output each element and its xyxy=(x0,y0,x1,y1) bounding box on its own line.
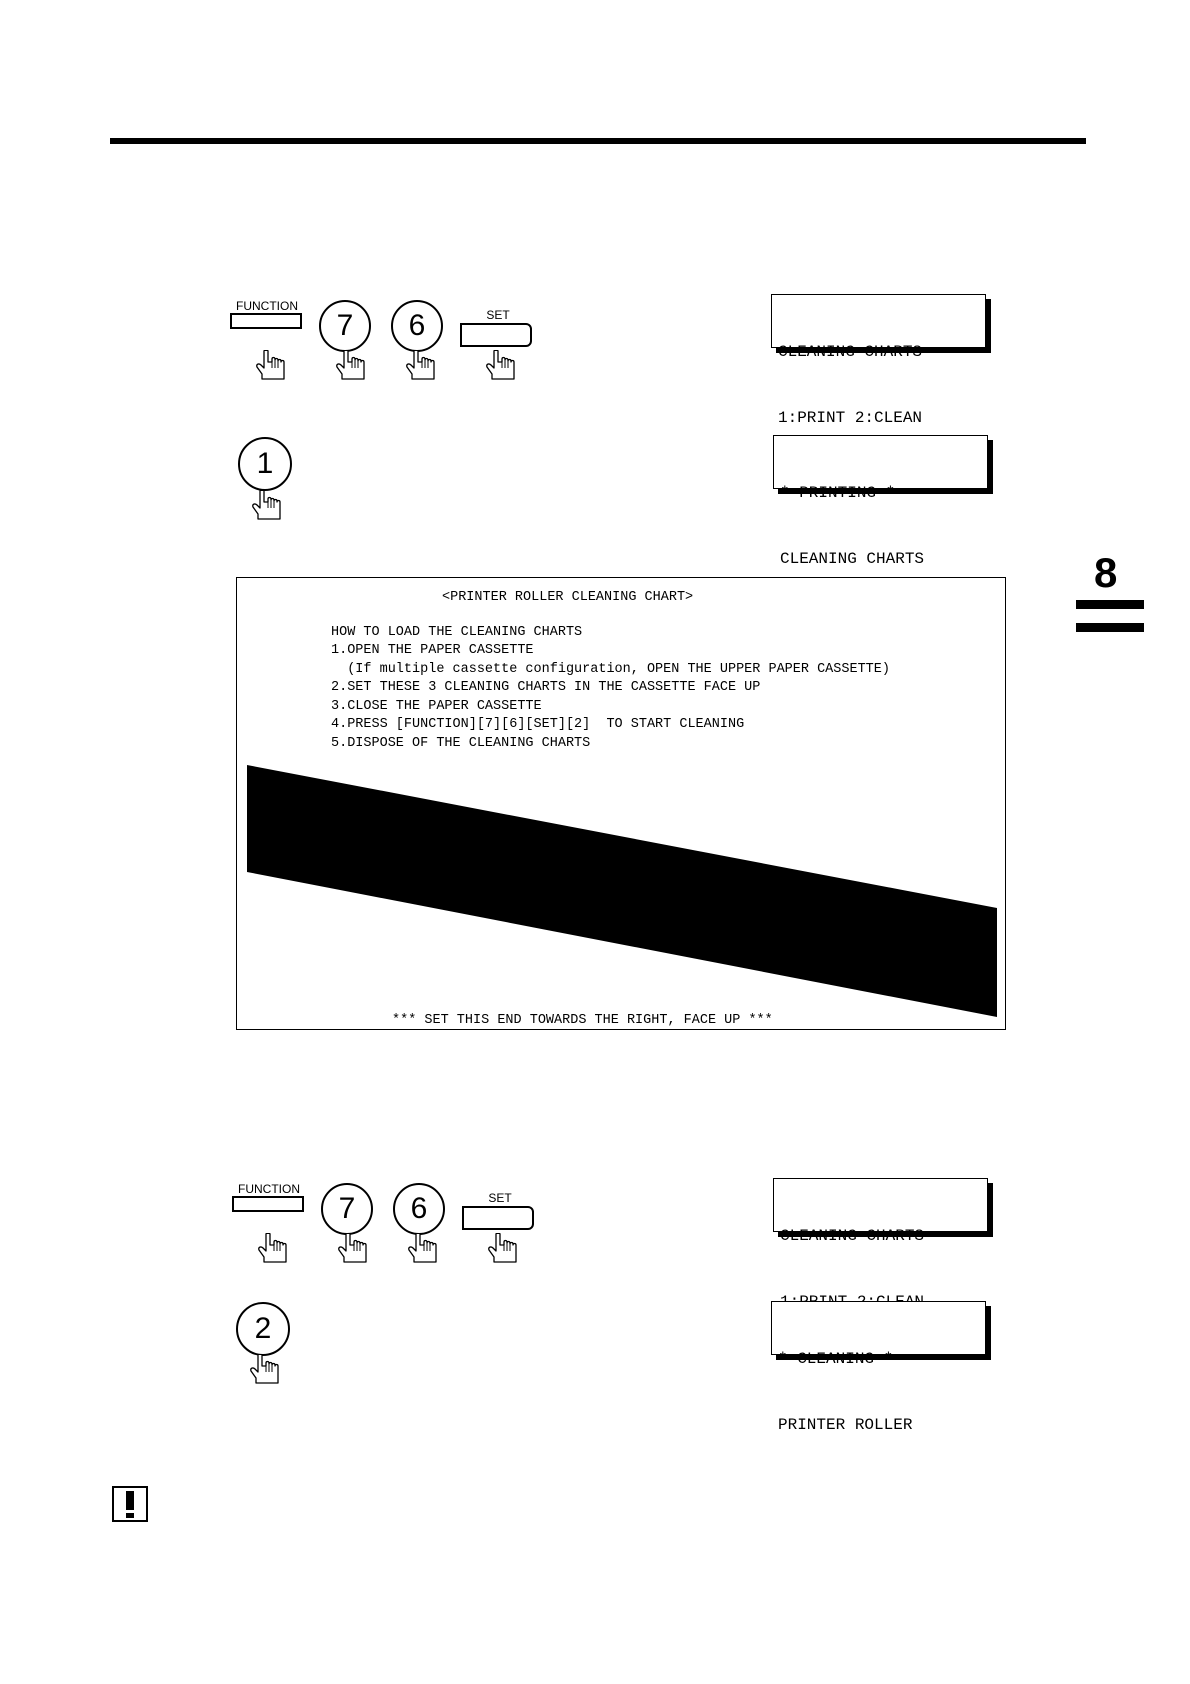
digit-6-key[interactable]: 6 xyxy=(393,1183,445,1235)
lcd-line2: 1:PRINT 2:CLEAN xyxy=(778,409,923,427)
chart-heading: HOW TO LOAD THE CLEANING CHARTS xyxy=(331,625,583,640)
function-key[interactable] xyxy=(232,1183,306,1212)
exclamation-icon xyxy=(112,1486,148,1522)
digit-2-key[interactable]: 2 xyxy=(236,1302,290,1356)
function-key-label: FUNCTION xyxy=(236,299,298,313)
lcd-display-step4 xyxy=(771,1301,986,1434)
lcd-display-step3 xyxy=(773,1178,988,1245)
chapter-tab-bar xyxy=(1076,600,1144,609)
chart-step: 1.OPEN THE PAPER CASSETTE xyxy=(331,643,534,658)
hand-press-icon xyxy=(250,350,290,380)
function-key[interactable] xyxy=(230,300,304,329)
set-key[interactable] xyxy=(460,309,536,347)
hand-press-icon xyxy=(480,350,520,380)
set-key[interactable] xyxy=(462,1192,538,1230)
function-key-label: FUNCTION xyxy=(238,1182,300,1196)
chart-footer: *** SET THIS END TOWARDS THE RIGHT, FACE UP *** xyxy=(392,1013,773,1028)
step1-keys xyxy=(230,300,540,380)
hand-press-icon xyxy=(330,350,370,380)
chart-step: (If multiple cassette configuration, OPEN THE UPPER PAPER CASSETTE) xyxy=(331,662,890,677)
function-key-body[interactable] xyxy=(232,1196,304,1212)
digit-7-key[interactable]: 7 xyxy=(319,300,371,352)
lcd-line1: * CLEANING * xyxy=(778,1350,894,1368)
set-key-body[interactable] xyxy=(460,323,532,347)
digit-7-key[interactable]: 7 xyxy=(321,1183,373,1235)
lcd-display-step1 xyxy=(771,294,986,427)
hand-press-icon xyxy=(252,1233,292,1263)
hand-press-icon xyxy=(244,1354,284,1384)
set-key-label: SET xyxy=(488,1191,512,1205)
chart-step: 3.CLOSE THE PAPER CASSETTE xyxy=(331,699,542,714)
top-rule xyxy=(110,138,1086,144)
lcd-line1: CLEANING CHARTS xyxy=(780,1227,925,1245)
chart-step: 4.PRESS [FUNCTION][7][6][SET][2] TO START CLEANING xyxy=(331,717,745,732)
cleaning-chart xyxy=(236,577,1006,1030)
lcd-line2: PRINTER ROLLER xyxy=(778,1416,913,1434)
lcd-line1: * PRINTING * xyxy=(780,484,896,502)
hand-press-icon xyxy=(246,490,286,520)
chapter-tab-bar xyxy=(1076,623,1144,632)
digit-1-key[interactable]: 1 xyxy=(238,437,292,491)
hand-press-icon xyxy=(482,1233,522,1263)
set-key-body[interactable] xyxy=(462,1206,534,1230)
chart-step: 5.DISPOSE OF THE CLEANING CHARTS xyxy=(331,736,591,751)
chart-step: 2.SET THESE 3 CLEANING CHARTS IN THE CASSETTE FACE UP xyxy=(331,680,761,695)
lcd-display-step2 xyxy=(773,435,988,568)
chapter-tab-number: 8 xyxy=(1094,549,1118,596)
hand-press-icon xyxy=(402,1233,442,1263)
hand-press-icon xyxy=(400,350,440,380)
chart-title: <PRINTER ROLLER CLEANING CHART> xyxy=(442,590,694,605)
lcd-line2: CLEANING CHARTS xyxy=(780,550,925,568)
cleaning-band xyxy=(237,578,1004,1028)
lcd-line1: CLEANING CHARTS xyxy=(778,343,923,361)
step3-keys xyxy=(232,1183,542,1263)
hand-press-icon xyxy=(332,1233,372,1263)
function-key-body[interactable] xyxy=(230,313,302,329)
digit-6-key[interactable]: 6 xyxy=(391,300,443,352)
set-key-label: SET xyxy=(486,308,510,322)
